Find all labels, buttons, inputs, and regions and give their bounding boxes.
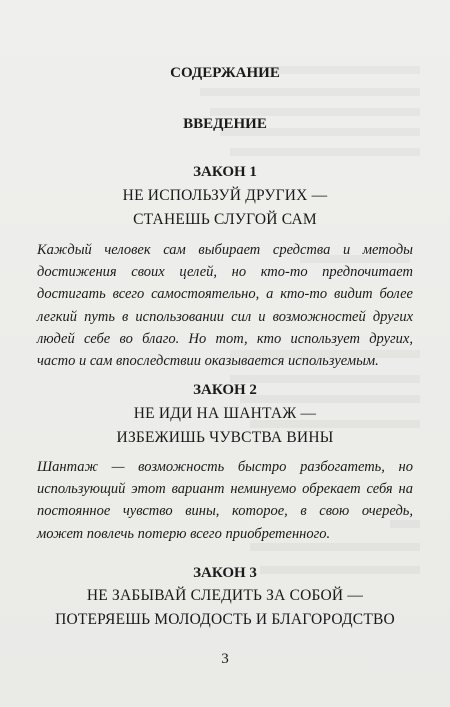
law-2-title-line-2: ИЗБЕЖИШЬ ЧУВСТВА ВИНЫ: [116, 429, 334, 446]
law-2-title-line-1: НЕ ИДИ НА ШАНТАЖ —: [133, 405, 317, 422]
law-1-title-line-2: СТАНЕШЬ СЛУГОЙ САМ: [133, 211, 317, 228]
law-1-text-line: достигать всего самостоятельно, а кто-то видит более: [37, 286, 413, 303]
law-3-title-line-2: ПОТЕРЯЕШЬ МОЛОДОСТЬ И БЛАГОРОДСТВО: [55, 611, 395, 628]
law-2-text-line: может повлечь потерю всего приобретенного.: [37, 525, 331, 542]
law-1-title-line-1: НЕ ИСПОЛЬЗУЙ ДРУГИХ —: [122, 187, 328, 204]
law-2-description: [37, 456, 413, 545]
law-1-text-line: достижения своих целей, но кто-то предпочитает: [37, 264, 413, 281]
law-1-label: ЗАКОН 1: [193, 164, 257, 180]
law-1-text-line: Каждый человек сам выбирает средства и методы: [37, 242, 413, 258]
law-2-text-line: Шантаж — возможность быстро разбогатеть, но: [37, 459, 413, 475]
page-number: 3: [221, 651, 229, 667]
law-2-text-line: постоянное чувство вины, которое, в свою очередь,: [37, 503, 413, 520]
law-1-text-line: часто и сам впоследствии оказывается используемым.: [37, 353, 379, 370]
law-2-text-line: использующий этот вариант неминуемо обрекает себя на: [37, 481, 413, 498]
law-1-text-line: легкий путь в использовании сил и возможностей других: [37, 308, 413, 325]
law-3-label: ЗАКОН 3: [193, 565, 257, 581]
contents-heading: СОДЕРЖАНИЕ: [170, 65, 280, 81]
law-1-description: [37, 239, 413, 372]
intro-entry: ВВЕДЕНИЕ: [183, 116, 267, 132]
law-2-label: ЗАКОН 2: [193, 382, 257, 398]
law-3-title-line-1: НЕ ЗАБЫВАЙ СЛЕДИТЬ ЗА СОБОЙ —: [86, 587, 364, 604]
law-1-text-line: людей себе во благо. Но тот, кто использует других,: [37, 330, 413, 347]
